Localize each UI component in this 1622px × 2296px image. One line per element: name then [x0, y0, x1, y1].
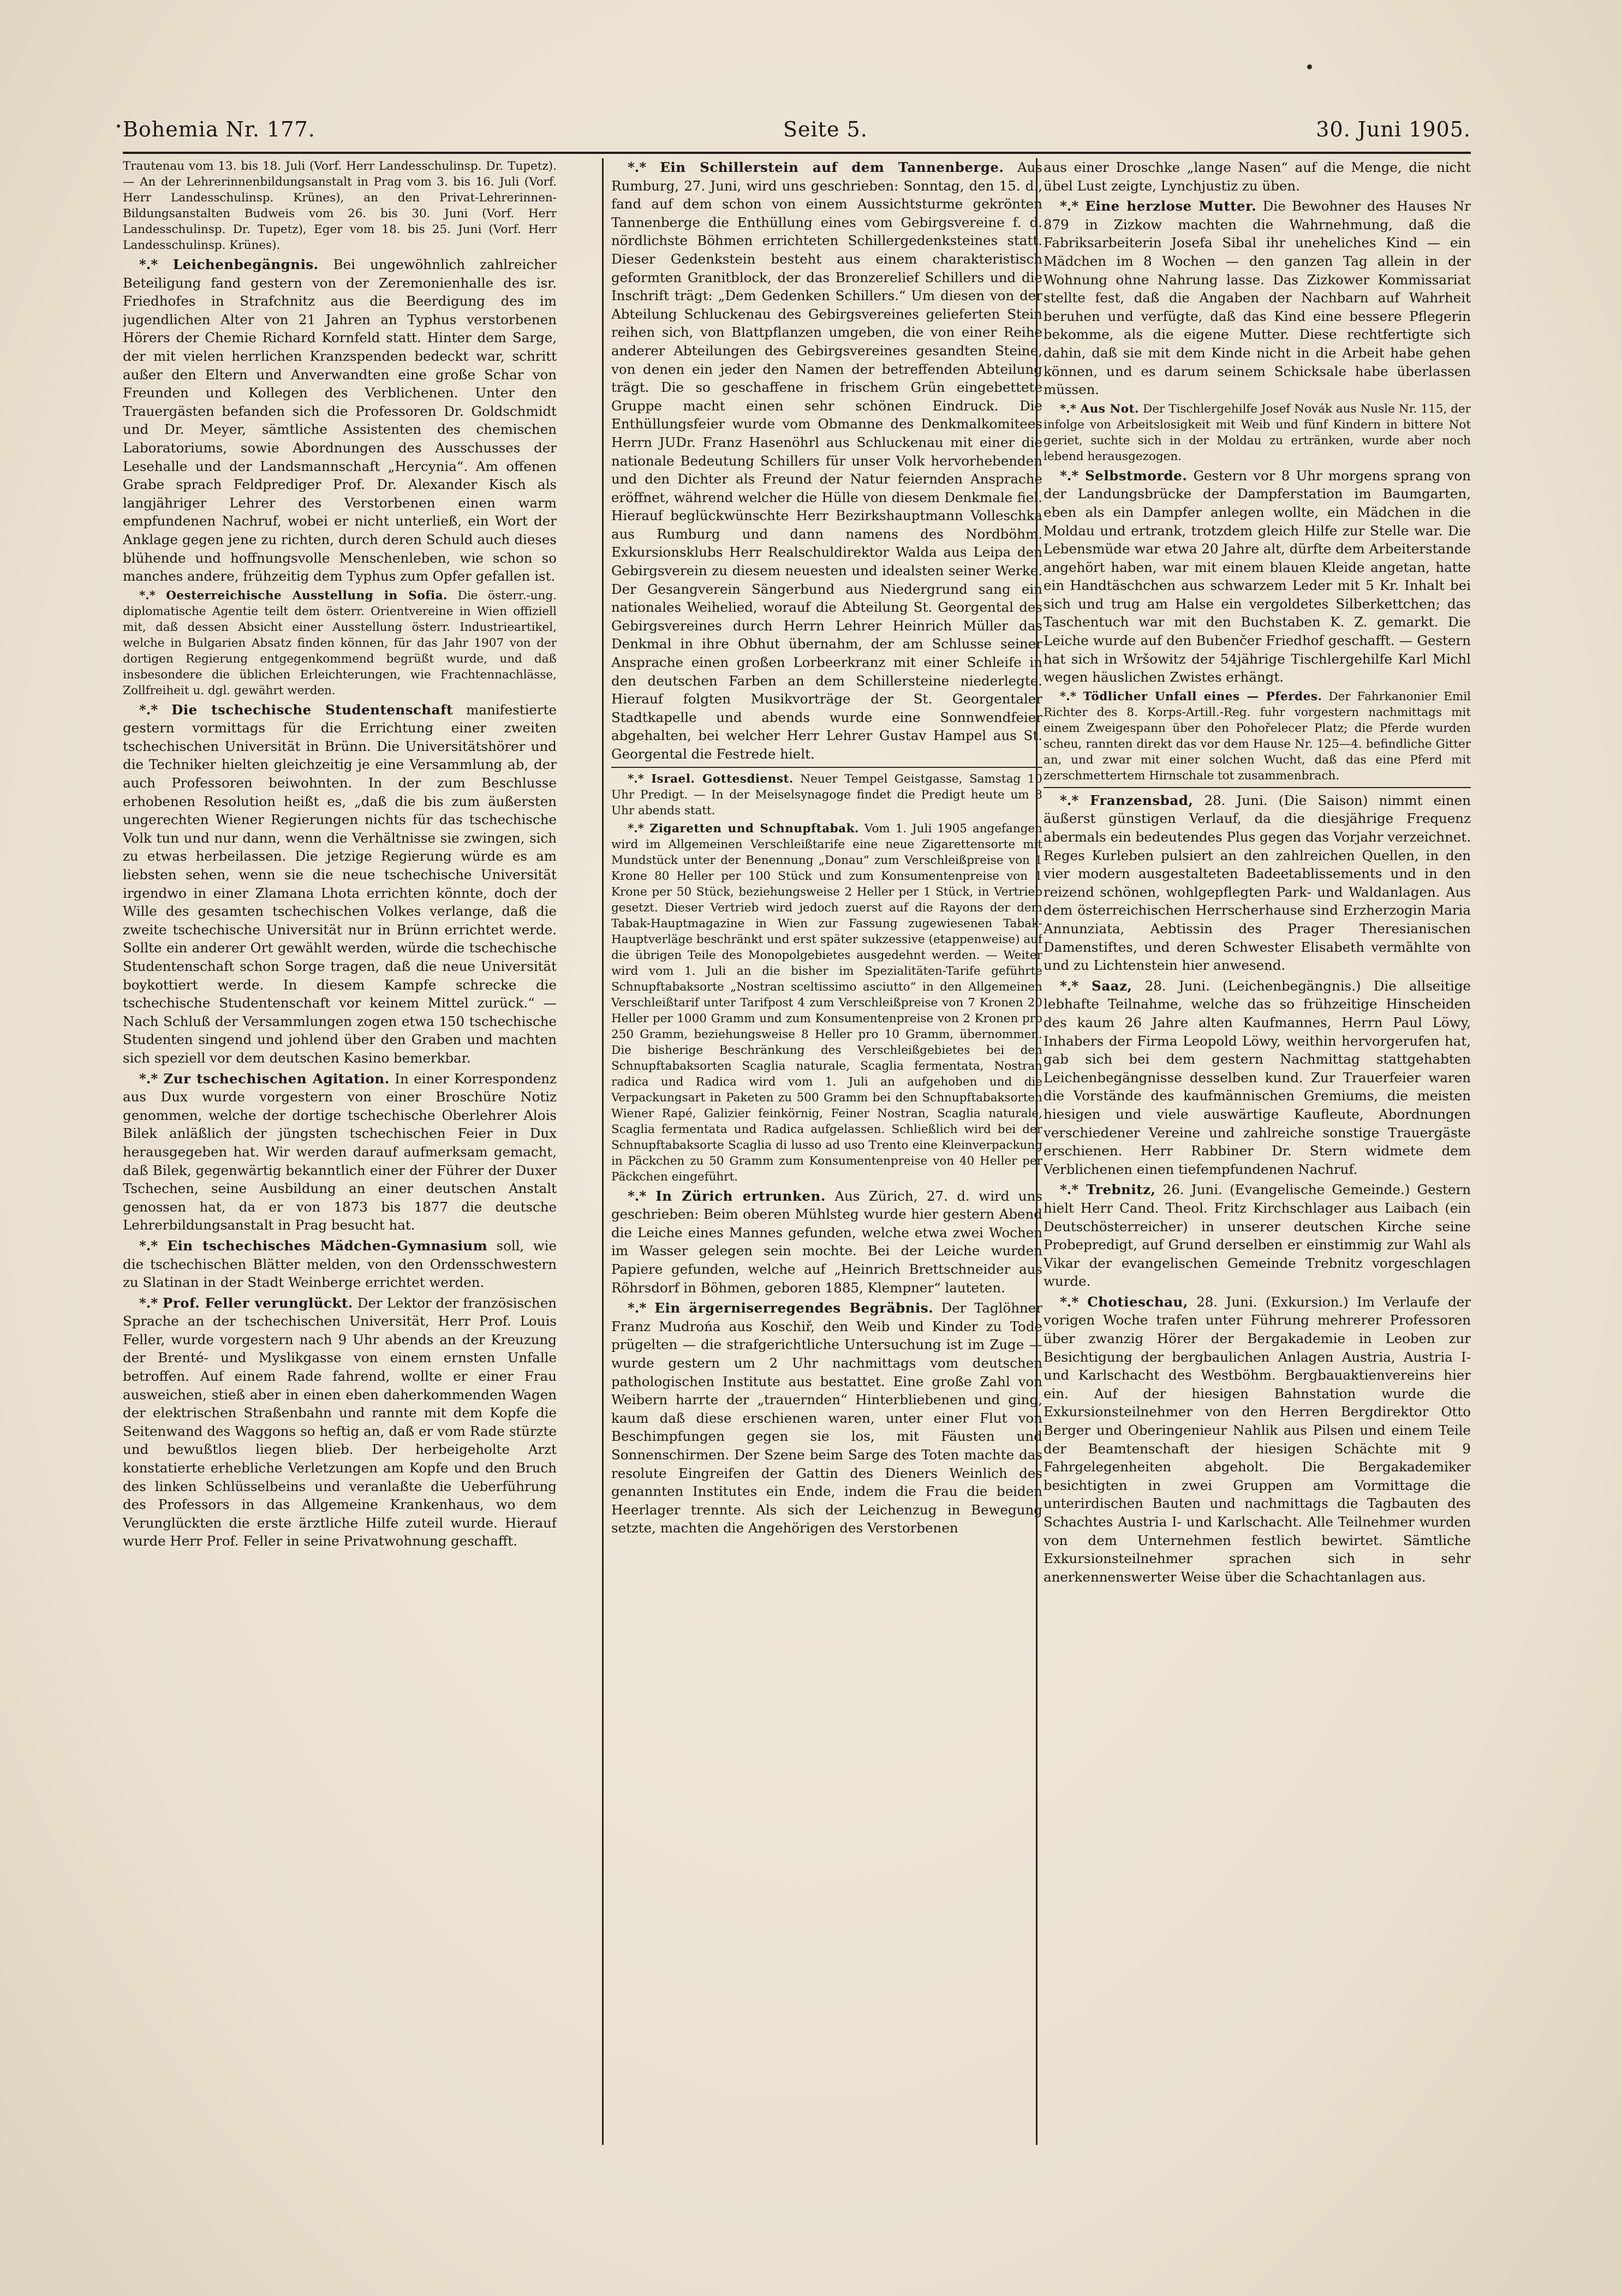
article-heading: Tödlicher Unfall eines — Pferdes. — [1083, 689, 1322, 703]
column-2 — [611, 158, 1042, 2145]
article-heading: Leichenbegängnis. — [172, 257, 319, 272]
header-masthead: Bohemia Nr. 177. — [123, 117, 315, 141]
article-schillerstein: *.* Ein Schillerstein auf dem Tannenberge. Aus Rumburg, 27. Juni, wird uns geschrieben: Sonntag, den 15. d., fand auf dem schon von einem Aussichtsturme gekrönten Tannenberge die Enthüllung eines vom Gebirgsvereine f. d. nördlichste Böhmen errichteten Schillergedenksteines statt. Dieser Gedenkstein besteht aus einem charakteristisch geformten Granitblock, der das Bronzerelief Schillers und die Inschrift trägt: „Dem Gedenken Schillers.“ Um diesen von der Abteilung Schluckenau des Gebirgsvereines gelieferten Stein reihen sich, von Blattpflanzen umgeben, die von einer Reihe anderer Abteilungen des Gebirgsvereines gesandten Steine, von denen ein jeder den Namen der betreffenden Abteilung trägt. Die so geschaffene in frischem Grün eingebettete Gruppe macht einen sehr schönen Eindruck. Die Enthüllungsfeier wurde vom Obmanne des Denkmalkomitees Herrn JUDr. Franz Hasenöhrl aus Schluckenau mit einer die nationale Bedeutung Schillers für unser Volk hervorhebenden und den Dichter als Freund der Natur feiernden Ansprache eröffnet, während welcher die Hülle von diesem Denkmale fiel. Hierauf beglückwünschte Herr Bezirkshauptmann Volleschka aus Rumburg und dann namens des Nordböhm. Exkursionsklubs Herr Realschuldirektor Walda aus Leipa den Gebirgsverein zu diesem neuesten und idealsten seiner Werke. Der Gesangverein Sängerbund aus Niedergrund sang ein nationales Weihelied, worauf die Abteilung St. Georgental des Gebirgsvereines durch Herrn Lehrer Heinrich Müller das Denkmal in ihre Obhut übernahm, der am Schlusse seiner Ansprache einen großen Lorbeerkranz mit einer Schleife in den deutschen Farben an dem Schillersteine niederlegte. Hierauf folgten Musikvorträge der St. Georgentaler Stadtkapelle und abends wurde eine Sonnwendfeier abgehalten, bei welcher Herr Lehrer Gustav Hampel aus St. Georgental die Festrede hielt. — [611, 159, 1042, 762]
article-feller: *.* Prof. Feller verunglückt. Der Lektor der französischen Sprache an der tschechischen Universität, Herr Prof. Louis Feller, wurde vorgestern nach 9 Uhr abends an der Kreuzung der Brenté- und Myslikgasse von einem ernsten Unfalle betroffen. Auf einem Rade fahrend, wollte er einer Frau ausweichen, stieß aber in einen eben daherkommenden Wagen der elektrischen Straßenbahn und rannte mit dem Kopfe die Seitenwand des Waggons so heftig an, daß er vom Rade stürzte und bewußtlos liegen blieb. Der herbeigeholte Arzt konstatierte erhebliche Verletzungen am Kopfe und den Bruch des linken Schlüsselbeins und veranlaßte die Ueberführung des Professors in das Allgemeine Krankenhaus, wo dem Verunglückten die erste ärztliche Hilfe zuteil wurde. Hierauf wurde Herr Prof. Feller in seine Privatwohnung geschafft. — [123, 1295, 557, 1549]
article-maedchen-gymnasium: *.* Ein tschechisches Mädchen-Gymnasium soll, wie die tschechischen Blätter melden, von den Ordensschwestern zu Slatinan in der Stadt Weinberge errichtet werden. — [123, 1237, 557, 1291]
article-separator — [611, 767, 1042, 768]
ink-speck — [1307, 64, 1312, 69]
article-heading: Eine herzlose Mutter. — [1085, 198, 1257, 214]
article-begraebnis: *.* Ein ärgerniserregendes Begräbnis. Der Taglöhner Franz Mudrońa aus Koschiř, den Weib und Kinder zu Tode prügelten — die strafgerichtliche Untersuchung ist im Zuge — wurde gestern um 2 Uhr nachmittags vom deutschen pathologischen Institute aus bestattet. Eine große Zahl von Weibern harrte der „trauernden“ Hinterbliebenen und ging, kaum daß diese erschienen waren, unter einer Flut von Beschimpfungen gegen sie los, mit Fäusten und Sonnenschirmen. Der Szene beim Sarge des Toten machte das resolute Eingreifen der Gattin des Dieners Weinlich des genannten Institutes ein Ende, indem die Frau die beiden Heerlager trennte. Als sich der Leichenzug in Bewegung setzte, machten die Angehörigen des Verstorbenen — [611, 1300, 1042, 1536]
article-saaz: *.* Saaz, 28. Juni. (Leichenbegängnis.) Die allseitige lebhafte Teilnahme, welche das so frühzeitige Hinscheiden des kaum 26 Jahre alten Kaufmannes, Herrn Paul Löwy, Inhabers der Firma Leopold Löwy, weithin hervorgerufen hat, gab sich bei dem gestern Nachmittag stattgehabten Leichenbegängnisse desselben kund. Zur Trauerfeier waren die Vorstände des kaufmännischen Gremiums, die meisten hiesigen und viele auswärtige Kaufleute, Abordnungen verschiedener Vereine und zahlreiche sonstige Trauergäste erschienen. Herr Rabbiner Dr. Stern widmete dem Verblichenen einen tiefempfundenen Nachruf. — [1043, 977, 1471, 1177]
article-agitation: *.* Zur tschechischen Agitation. In einer Korrespondenz aus Dux wurde vorgestern von einer Broschüre Notiz genommen, welche der dortige tschechische Oberlehrer Alois Bilek anläßlich der jüngsten tschechischen Feier in Dux herausgegeben hat. Wir werden darauf aufmerksam gemacht, daß Bilek, gegenwärtig bekanntlich einer der Führer der Duxer Tschechen, seine Ausbildung an einer deutschen Anstalt genossen hat, da er von 1873 bis 1877 die deutsche Lehrerbildungsanstalt in Prag besucht hat. — [123, 1070, 557, 1233]
article-heading: Zigaretten und Schnupftabak. — [649, 821, 859, 836]
article-aus-not: *.* Aus Not. Der Tischlergehilfe Josef Novák aus Nusle Nr. 115, der infolge von Arbeitslosigkeit mit Weib und fünf Kindern in bittere Not geriet, suchte sich in der Moldau zu ertränken, wurde aber noch lebend herausgezogen. — [1043, 402, 1471, 463]
article-begraebnis-cont: aus einer Droschke „lange Nasen“ auf die Menge, die nicht übel Lust zeigte, Lynchjustiz zu üben. — [1043, 159, 1471, 194]
header-page-number: Seite 5. — [783, 117, 868, 141]
article-selbstmorde: *.* Selbstmorde. Gestern vor 8 Uhr morgens sprang von der Landungsbrücke der Dampferstation im Baumgarten, eben als ein Dampfer anlegen wollte, ein Mädchen in die Moldau und ertrank, trotzdem gleich Hilfe zur Stelle war. Die Lebensmüde war etwa 20 Jahre alt, dürfte dem Arbeiterstande angehört haben, war mit einem blauen Kleide angetan, hatte ein Handtäschchen aus schwarzem Leder mit 5 Kr. Inhalt bei sich und trug am Halse ein vergoldetes Silberkettchen; das Taschentuch war mit den Buchstaben K. Z. gemarkt. Die Leiche wurde auf den Bubenčer Friedhof geschafft. — Gestern hat sich in Wršowitz der 54jährige Tischlergehilfe Karl Michl wegen häuslichen Zwistes erhängt. — [1043, 467, 1471, 685]
column-1 — [123, 158, 557, 2145]
header-rule — [123, 152, 1471, 154]
article-heading: Saaz, — [1092, 977, 1132, 994]
article-heading: Oesterreichische Ausstellung in Sofia. — [166, 588, 448, 603]
article-leichenbegaengnis: *.* Leichenbegängnis. Bei ungewöhnlich zahlreicher Beteiligung fand gestern von der Zeremonienhalle des isr. Friedhofes in Strafchnitz aus die Beerdigung des im jugendlichen Alter von 21 Jahren an Typhus verstorbenen Hörers der Chemie Richard Kornfeld statt. Hinter dem Sarge, der mit vielen herrlichen Kranzspenden bedeckt war, schritt außer den Eltern und Anverwandten eine große Schar von Freunden und Kollegen des Verblichenen. Unter den Trauergästen befanden sich die Professoren Dr. Goldschmidt und Dr. Meyer, sämtliche Assistenten des chemischen Laboratoriums, sowie Abordnungen des Ausschusses der Lesehalle und der Landsmannschaft „Hercynia“. Am offenen Grabe sprach Feldprediger Prof. Dr. Alexander Kisch als langjähriger Lehrer des Verstorbenen einen warm empfundenen Nachruf, wobei er nicht unterließ, ein Wort der Anklage gegen jene zu richten, durch deren Schuld auch dieses blühende und hoffnungsvolle Menschenleben, wie schon so manches andere, frühzeitig dem Typhus zum Opfer gefallen ist. — [123, 257, 557, 585]
article-heading: Franzensbad, — [1090, 792, 1194, 808]
article-heading: Ein ärgerniserregendes Begräbnis. — [654, 1300, 934, 1316]
article-heading: Trebnitz, — [1086, 1182, 1156, 1198]
article-heading: Chotieschau, — [1087, 1293, 1188, 1310]
article-heading: Prof. Feller verunglückt. — [162, 1295, 353, 1311]
article-chotieschau: *.* Chotieschau, 28. Juni. (Exkursion.) Im Verlaufe der vorigen Woche trafen unter Führung mehrerer Professoren über zwanzig Hörer der Bergakademie in Leoben zur Besichtigung der bergbaulichen Anlagen Austria, Austria I- und Karlschacht des Westböhm. Bergbauaktienvereins hier ein. Auf der hiesigen Bahnstation wurde die Exkursionsteilnehmer von den Herren Bergdirektor Otto Berger und Oberingenieur Nahlik aus Pilsen und einem Teile der Beamtenschaft der hiesigen Schächte mit 9 Fahrgelegenheiten abgeholt. Die Bergakademiker besichtigten in zwei Gruppen am Vormittage die unterirdischen Bauten und nachmittags die Tagbauten des Schachtes Austria I- und Karlschacht. Alle Teilnehmer wurden von dem Unternehmen festlich bewirtet. Sämtliche Exkursionsteilnehmer sprachen sich in sehr anerkennenswerter Weise über die Schachtanlagen aus. — [1043, 1293, 1471, 1585]
article-heading: Ein Schillerstein auf dem Tannenberge. — [660, 159, 1004, 175]
article-herzlose-mutter: *.* Eine herzlose Mutter. Die Bewohner des Hauses Nr 879 in Zizkow machten die Wahrnehmung, daß die Fabriksarbeiterin Josefa Sibal ihr uneheliches Kind — ein Mädchen im 8 Wochen — den ganzen Tag allein in der Wohnung ohne Nahrung lasse. Das Zizkower Kommissariat stellte fest, daß die Angaben der Nachbarn auf Wahrheit beruhen und verfügte, daß das Kind eine bessere Pflegerin bekomme, als die eigene Mutter. Diese rechtfertigte sich dahin, daß sie mit dem Kinde nicht in die Arbeit habe gehen können, und es darum seinem Schicksale habe überlassen müssen. — [1043, 198, 1471, 398]
column-3 — [1043, 158, 1471, 2145]
article-heading: Zur tschechischen Agitation. — [163, 1070, 390, 1087]
article-heading: In Zürich ertrunken. — [655, 1188, 826, 1204]
article-heading: Israel. Gottesdienst. — [651, 772, 794, 786]
article-trebnitz: *.* Trebnitz, 26. Juni. (Evangelische Gemeinde.) Gestern hielt Herr Cand. Theol. Fritz Kirchschlager aus Laibach (ein Deutschösterreicher) in unserer deutschen Kirche seine Probepredigt, auf Grund derselben er einstimmig zur Wahl als Vikar der evangelischen Gemeinde Trebnitz vorgeschlagen wurde. — [1043, 1182, 1471, 1290]
article-heading: Selbstmorde. — [1085, 467, 1188, 484]
ink-speck-left — [117, 124, 120, 128]
header-date: 30. Juni 1905. — [1316, 117, 1471, 141]
page-header — [123, 112, 1471, 150]
article-heading: Ein tschechisches Mädchen-Gymnasium — [167, 1237, 488, 1254]
article-studentenschaft: *.* Die tschechische Studentenschaft manifestierte gestern vormittags für die Errichtung einer zweiten tschechischen Universität in Brünn. Die Universitätshörer und die Techniker hielten gleichzeitig je eine Versammlung ab, der auch Professoren beiwohnten. In der zum Beschlusse erhobenen Resolution heißt es, „daß die bis zum äußersten ungerechten Wiener Regierungen nichts für das tschechische Volk tun und nur dann, wenn die Verhältnisse sie zwingen, sich zu etwas herbeilassen. Die jetzige Regierung würde es am liebsten sehen, wenn sie die neue tschechische Universität irgendwo in einer Zlamana Lhota errichten könnte, doch der Wille des gesamten tschechischen Volkes verlange, daß die zweite tschechische Universität nur in Brünn errichtet werde. Sollte ein anderer Ort gewählt werden, würde die tschechische Studentenschaft schon Sorge tragen, daß die neue Universität boykottiert werde. In diesem Kampfe schrecke die tschechische Studentenschaft vor keinem Mittel zurück.“ — Nach Schluß der Versammlungen zogen etwa 150 tschechische Studenten singend und johlend über den Graben und machten sich speziell vor dem deutschen Kasino bemerkbar. — [123, 701, 557, 1066]
article-separator — [1043, 787, 1471, 788]
article-heading: Aus Not. — [1080, 402, 1140, 416]
article-ausstellung-sofia: *.* Oesterreichische Ausstellung in Sofia. Die österr.-ung. diplomatische Agentie teilt dem österr. Orientvereine in Wien offiziell mit, daß dessen Absicht einer Ausstellung österr. Industrieartikel, welche in Bulgarien Absatz finden können, für das Jahr 1907 von der dortigen Regierung entgegenkommend begrüßt wurde, und daß insbesondere die üblichen Erleichterungen, wie Frachtennachlässe, Zollfreiheit u. dgl. gewährt werden. — [123, 588, 557, 697]
column-rule-1 — [602, 158, 604, 2145]
article-zigaretten: *.* Zigaretten und Schnupftabak. Vom 1. Juli 1905 angefangen wird im Allgemeinen Verschleißtarife eine neue Zigarettensorte mit Mundstück unter der Benennung „Donau“ zum Verschleißpreise von 1 Krone 80 Heller per 100 Stück und zum Konsumentenpreise von 1 Krone per 50 Stück, beziehungsweise 2 Heller per 1 Stück, in Vertrieb gesetzt. Dieser Vertrieb wird jedoch zuerst auf die Rayons der dem Tabak-Hauptmagazine in Wien zur Fassung zugewiesenen Tabak-Hauptverläge beschränkt und erst später sukzessive (etappenweise) auf die übrigen Teile des Monopolgebietes ausgedehnt werden. — Weiter wird vom 1. Juli an die bisher im Spezialitäten-Tarife geführte Schnupftabaksorte „Nostran sceltissimo asciutto“ in den Allgemeinen Verschleißtarif unter Tarifpost 4 zum Verschleißpreise von 7 Kronen 20 Heller per 1000 Gramm und zum Konsumentenpreise von 2 Kronen pro 250 Gramm, beziehungsweise 8 Heller pro 10 Gramm, übernommen. Die bisherige Beschränkung des Verschleißgebietes bei den Schnupftabaksorten Scaglia naturale, Scaglia fermentata, Nostran radica und Radica wird vom 1. Juli an aufgehoben und die Verpackungsart in Paketen zu 500 Gramm bei den Schnupftabaksorten Wiener Rapé, Galizier feinkörnig, Feiner Nostran, Scaglia naturale, Scaglia fermentata und Radica aufgelassen. Schließlich wird bei der Schnupftabaksorte Scaglia di lusso ad uso Trento eine Kleinverpackung in Päckchen zu 50 Gramm zum Konsumentenpreise von 40 Heller per Päckchen eingeführt. — [611, 821, 1042, 1184]
article-franzensbad: *.* Franzensbad, 28. Juni. (Die Saison) nimmt einen äußerst günstigen Verlauf, da die diesjährige Frequenz abermals ein bedeutendes Plus gegen das Vorjahr verzeichnet. Reges Kurleben pulsiert an den zahlreichen Quellen, in den vier modern ausgestalteten Badeetablissements und in den reizend schönen, wohlgepflegten Park- und Waldanlagen. Aus dem österreichischen Herrscherhause sind Erzherzogin Maria Annunziata, Aebtissin des Prager Theresianischen Damenstiftes, und deren Schwester Elisabeth vermählte von und zu Lichtenstein hier anwesend. — [1043, 792, 1471, 974]
article-heading: Die tschechische Studentenschaft — [171, 701, 453, 718]
article-unfall-pferd: *.* Tödlicher Unfall eines — Pferdes. Der Fahrkanonier Emil Richter des 8. Korps-Artill.-Reg. fuhr vorgestern nachmittags mit einem Zweigespann über den Pohořelecer Platz; die Pferde wurden scheu, rannten direkt das vor dem Hause Nr. 125—4. befindliche Gitter an, und zwar mit einer solchen Wucht, daß das eine Pferd mit zerschmettertem Hirnschale tot zusammenbrach. — [1043, 689, 1471, 783]
article-zuerich: *.* In Zürich ertrunken. Aus Zürich, 27. d. wird uns geschrieben: Beim oberen Mühlsteg wurde hier gestern Abend die Leiche eines Mannes gefunden, welche etwa zwei Wochen im Wasser gelegen sein mochte. Bei der Leiche wurden Papiere gefunden, welche auf „Heinrich Brettschneider aus Röhrsdorf in Böhmen, geboren 1885, Klempner“ lauteten. — [611, 1188, 1042, 1296]
article-gottesdienst: *.* Israel. Gottesdienst. Neuer Tempel Geistgasse, Samstag 10 Uhr Predigt. — In der Meiselsynagoge findet die Predigt heute um 8 Uhr abends statt. — [611, 772, 1042, 818]
article-exam-dates: Trautenau vom 13. bis 18. Juli (Vorf. Herr Landesschulinsp. Dr. Tupetz). — An der Lehrerinnenbildungsanstalt in Prag vom 3. bis 16. Juli (Vorf. Herr Landesschulinsp. Krünes), an den Privat-Lehrerinnen-Bildungsanstalten Budweis vom 26. bis 30. Juni (Vorf. Herr Landesschulinsp. Dr. Tupetz), Eger vom 18. bis 25. Juni (Vorf. Herr Landesschulinsp. Krünes). — [123, 159, 557, 252]
